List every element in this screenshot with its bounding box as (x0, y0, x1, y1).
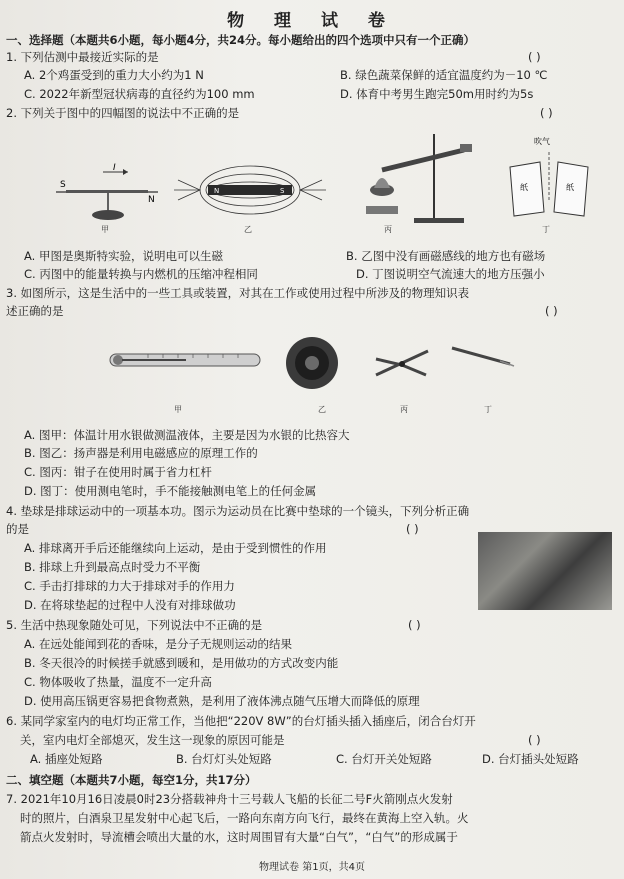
q5-option-a: A. 在远处能闻到花的香味，是分子无规则运动的结果 (24, 637, 292, 651)
q2-fig-current-label: I (113, 163, 116, 173)
q1-option-d: D. 体育中考男生跑完50m用时约为5s (340, 87, 534, 101)
page-title: 物 理 试 卷 (227, 11, 397, 31)
q5-option-d: D. 使用高压锅更容易把食物煮熟，是利用了液体沸点随气压增大而降低的原理 (24, 694, 420, 708)
q3-caption-ding: 丁 (484, 405, 492, 414)
q4-option-b: B. 排球上升到最高点时受力不平衡 (24, 560, 201, 574)
q7-line3: 箭点火发射时，导流槽会喷出大量的水，这时周围冒有大量“白气”，“白气”的形成属于 (20, 830, 458, 844)
q3-stem-line2: 述正确的是 (6, 304, 64, 318)
q4-option-c: C. 手击打排球的力大于排球对手的作用力 (24, 579, 235, 593)
q6-option-d: D. 台灯插头处短路 (482, 752, 579, 766)
q2-figure-ding (500, 132, 600, 224)
page-footer: 物理试卷 第1页，共4页 (259, 862, 365, 873)
q2-fig-s-label: S (60, 180, 66, 190)
q3-figure-thermometer (108, 345, 268, 375)
q2-caption-yi: 乙 (244, 225, 252, 234)
q6-stem-line1: 6. 某同学家室内的电灯均正常工作，当他把“220V 8W”的台灯插头插入插座后，闭合台灯开 (6, 714, 476, 728)
q2-fig-blow-label: 吹气 (534, 137, 550, 146)
q6-option-a: A. 插座处短路 (30, 752, 103, 766)
q2-caption-ding: 丁 (542, 225, 550, 234)
q6-answer-paren: ( ) (528, 733, 541, 747)
q3-option-d: D. 图丁：使用测电笔时，手不能接触测电笔上的任何金属 (24, 484, 317, 498)
q4-answer-paren: ( ) (406, 522, 419, 536)
q3-option-c: C. 图丙：钳子在使用时属于省力杠杆 (24, 465, 212, 479)
q3-stem-line1: 3. 如图所示，这是生活中的一些工具或装置，对其在工作或使用过程中所涉及的物理知识表 (6, 286, 470, 300)
q2-fig-paper-right: 纸 (566, 183, 574, 192)
q3-caption-jia: 甲 (174, 405, 182, 414)
q2-stem: 2. 下列关于图中的四幅图的说法中不正确的是 (6, 106, 240, 120)
q5-answer-paren: ( ) (408, 618, 421, 632)
q2-option-b: B. 乙图中没有画磁感线的地方也有磁场 (346, 249, 546, 263)
q6-stem-line2: 关，室内电灯全部熄灭，发生这一现象的原因可能是 (20, 733, 285, 747)
q6-option-b: B. 台灯灯头处短路 (176, 752, 272, 766)
q2-fig-paper-left: 纸 (520, 183, 528, 192)
q1-answer-paren: ( ) (528, 50, 541, 64)
q2-magnet-n: N (214, 187, 220, 195)
q5-option-b: B. 冬天很冷的时候搓手就感到暖和，是用做功的方式改变内能 (24, 656, 339, 670)
q7-line2: 时的照片，白酒泉卫星发射中心起飞后，一路向东南方向飞行，最终在黄海上空入轨。火 (20, 811, 469, 825)
q5-stem: 5. 生活中热现象随处可见，下列说法中不正确的是 (6, 618, 263, 632)
q7-line1: 7. 2021年10月16日凌晨0时23分搭载神舟十三号载人飞船的长征二号F火箭刚点火发射 (6, 792, 453, 806)
q2-answer-paren: ( ) (540, 106, 553, 120)
q2-option-c: C. 丙图中的能量转换与内燃机的压缩冲程相同 (24, 267, 258, 281)
q4-stem-line1: 4. 垫球是排球运动中的一项基本功。图示为运动员在比赛中垫球的一个镜头，下列分析正确 (6, 504, 470, 518)
q2-figure-bing (352, 128, 482, 228)
q2-figure-yi (170, 160, 330, 222)
q1-option-b: B. 绿色蔬菜保鲜的适宜温度约为－10 ℃ (340, 68, 548, 82)
q1-stem: 1. 下列估测中最接近实际的是 (6, 50, 159, 64)
q2-caption-jia: 甲 (101, 225, 109, 234)
q3-figure-test-pen (448, 342, 518, 372)
section-fill-heading: 二、填空题（本题共7小题，每空1分，共17分） (6, 773, 257, 787)
q2-option-a: A. 甲图是奥斯特实验，说明电可以生磁 (24, 249, 223, 263)
q3-caption-bing: 丙 (400, 405, 408, 414)
q3-caption-yi: 乙 (318, 405, 326, 414)
q4-option-d: D. 在将球垫起的过程中人没有对排球做功 (24, 598, 236, 612)
q3-option-b: B. 图乙：扬声器是利用电磁感应的原理工作的 (24, 446, 258, 460)
q2-caption-bing: 丙 (384, 225, 392, 234)
q5-option-c: C. 物体吸收了热量，温度不一定升高 (24, 675, 212, 689)
q4-stem-line2: 的是 (6, 522, 29, 536)
q3-figure-pliers (372, 345, 432, 385)
q2-figure-jia (48, 160, 166, 230)
q2-magnet-s: S (280, 187, 285, 195)
q4-option-a: A. 排球离开手后还能继续向上运动，是由于受到惯性的作用 (24, 541, 327, 555)
q3-figure-speaker (284, 335, 340, 391)
q4-volleyball-photo (478, 532, 612, 610)
q3-option-a: A. 图甲：体温计用水银做测温液体，主要是因为水银的比热容大 (24, 428, 350, 442)
q3-answer-paren: ( ) (545, 304, 558, 318)
section-choice-heading: 一、选择题（本题共6小题，每小题4分，共24分。每小题给出的四个选项中只有一个正确） (6, 33, 476, 47)
q2-fig-n-label: N (148, 195, 155, 205)
q2-option-d: D. 丁图说明空气流速大的地方压强小 (356, 267, 545, 281)
q1-option-a: A. 2个鸡蛋受到的重力大小约为1 N (24, 68, 204, 82)
q6-option-c: C. 台灯开关处短路 (336, 752, 432, 766)
q1-option-c: C. 2022年新型冠状病毒的直径约为100 mm (24, 87, 255, 101)
